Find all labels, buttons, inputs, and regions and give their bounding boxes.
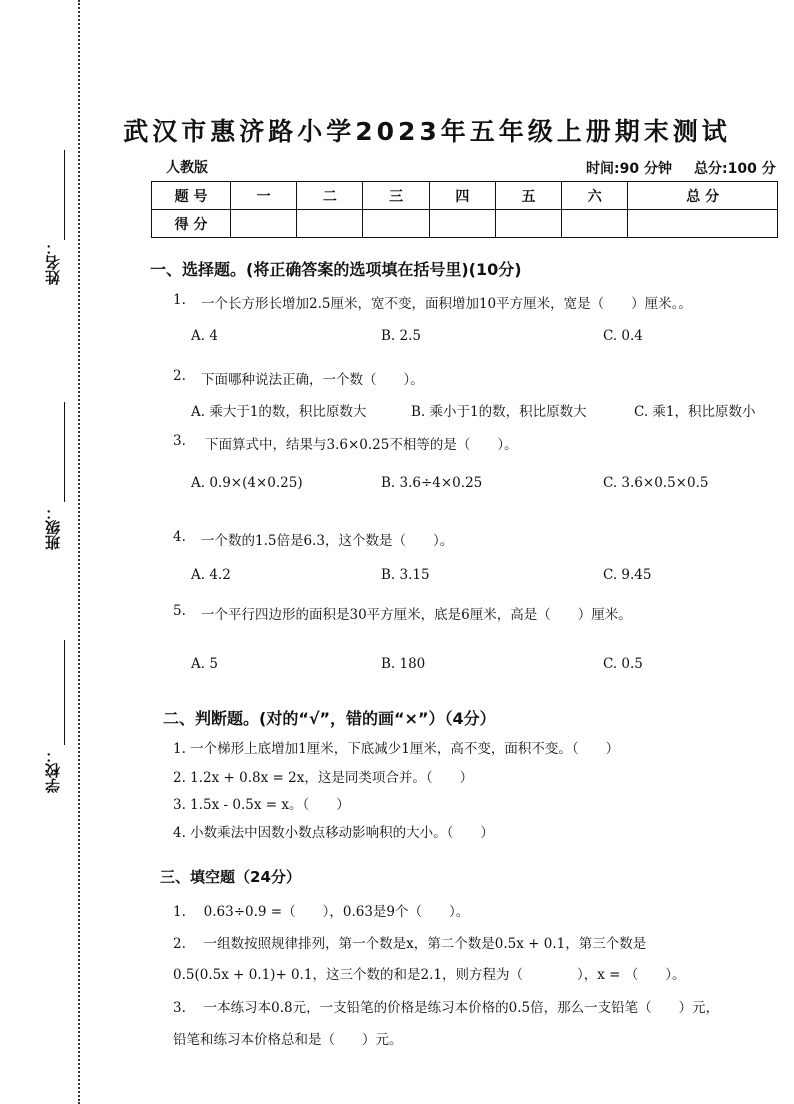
score-header-cell: 题 号 — [152, 182, 231, 210]
option-c: C. 9.45 — [603, 567, 652, 583]
score-header-cell: 一 — [231, 182, 297, 210]
judge-item: 1. 一个梯形上底增加1厘米，下底减少1厘米，高不变，面积不变。（ ） — [173, 741, 620, 757]
score-header-cell: 六 — [562, 182, 628, 210]
fill-line: 铅笔和练习本价格总和是（ ）元。 — [173, 1032, 403, 1048]
question-number: 5. — [173, 603, 186, 619]
question-number: 4. — [173, 529, 186, 545]
score-table — [151, 181, 778, 238]
class-write-line[interactable] — [64, 402, 65, 502]
score-cell[interactable] — [297, 210, 363, 238]
option-a: A. 4.2 — [191, 567, 231, 583]
score-header-cell: 二 — [297, 182, 363, 210]
score-row-label: 得 分 — [152, 210, 231, 238]
question-number: 2. — [173, 368, 186, 384]
score-cell[interactable] — [363, 210, 429, 238]
option-b: B. 2.5 — [381, 328, 421, 344]
option-a: A. 5 — [191, 656, 218, 672]
question-text: 下面哪种说法正确，一个数（ ）。 — [201, 372, 424, 388]
option-b: B. 3.15 — [381, 567, 430, 583]
fill-line: 0.5(0.5x + 0.1)+ 0.1，这三个数的和是2.1，则方程为（ ），x = （ ）。 — [173, 967, 686, 983]
option-c: C. 0.5 — [603, 656, 643, 672]
score-cell[interactable] — [429, 210, 495, 238]
question-text: 一个数的1.5倍是6.3，这个数是（ ）。 — [201, 533, 454, 549]
option-a: A. 0.9×(4×0.25) — [191, 475, 303, 491]
class-label: 班级： — [44, 505, 62, 550]
judge-item: 4. 小数乘法中因数小数点移动影响积的大小。（ ） — [173, 825, 494, 841]
score-cell[interactable] — [562, 210, 628, 238]
score-cell[interactable] — [628, 210, 778, 238]
judge-item: 2. 1.2x + 0.8x = 2x，这是同类项合并。（ ） — [173, 770, 474, 786]
section3-heading: 三、填空题（24分） — [160, 868, 301, 886]
option-c: C. 0.4 — [603, 328, 643, 344]
fill-line: 1. 0.63÷0.9 =（ ），0.63是9个（ ）。 — [173, 904, 470, 920]
school-label: 学校： — [44, 748, 62, 793]
question-text: 下面算式中，结果与3.6×0.25不相等的是（ ）。 — [205, 437, 518, 453]
score-header-cell: 三 — [363, 182, 429, 210]
exam-total-score: 总分:100 分 — [694, 161, 776, 177]
option-a: A. 乘大于1的数，积比原数大 — [191, 404, 367, 420]
score-cell[interactable] — [231, 210, 297, 238]
section2-heading: 二、判断题。(对的“√”，错的画“×”）（4分） — [163, 709, 496, 728]
option-b: B. 乘小于1的数，积比原数大 — [411, 404, 587, 420]
option-a: A. 4 — [191, 328, 218, 344]
score-cell[interactable] — [495, 210, 561, 238]
section1-heading: 一、选择题。(将正确答案的选项填在括号里)(10分) — [150, 260, 522, 279]
question-text: 一个长方形长增加2.5厘米，宽不变，面积增加10平方厘米，宽是（ ）厘米。。 — [201, 296, 692, 312]
fill-line: 2. 一组数按照规律排列，第一个数是x，第二个数是0.5x + 0.1，第三个数是 — [173, 936, 647, 952]
score-header-cell: 五 — [495, 182, 561, 210]
score-table-score-row — [152, 210, 778, 238]
school-write-line[interactable] — [64, 640, 65, 745]
page-title: 武汉市惠济路小学2023年五年级上册期末测试 — [123, 117, 731, 146]
judge-item: 3. 1.5x - 0.5x = x。（ ） — [173, 797, 350, 813]
score-header-cell: 总 分 — [628, 182, 778, 210]
option-b: B. 3.6÷4×0.25 — [381, 475, 483, 491]
binding-dashed-line — [78, 0, 80, 1104]
name-label: 姓名： — [44, 240, 62, 285]
score-header-cell: 四 — [429, 182, 495, 210]
score-table-header-row — [152, 182, 778, 210]
question-number: 1. — [173, 292, 186, 308]
name-write-line[interactable] — [64, 150, 65, 240]
exam-time: 时间:90 分钟 — [586, 161, 672, 177]
question-text: 一个平行四边形的面积是30平方厘米，底是6厘米，高是（ ）厘米。 — [201, 607, 632, 623]
option-c: C. 3.6×0.5×0.5 — [603, 475, 709, 491]
option-b: B. 180 — [381, 656, 426, 672]
option-c: C. 乘1，积比原数小 — [634, 404, 756, 420]
fill-line: 3. 一本练习本0.8元，一支铅笔的价格是练习本价格的0.5倍，那么一支铅笔（ ）元， — [173, 1000, 720, 1016]
question-number: 3. — [173, 433, 186, 449]
edition-label: 人教版 — [166, 160, 208, 176]
